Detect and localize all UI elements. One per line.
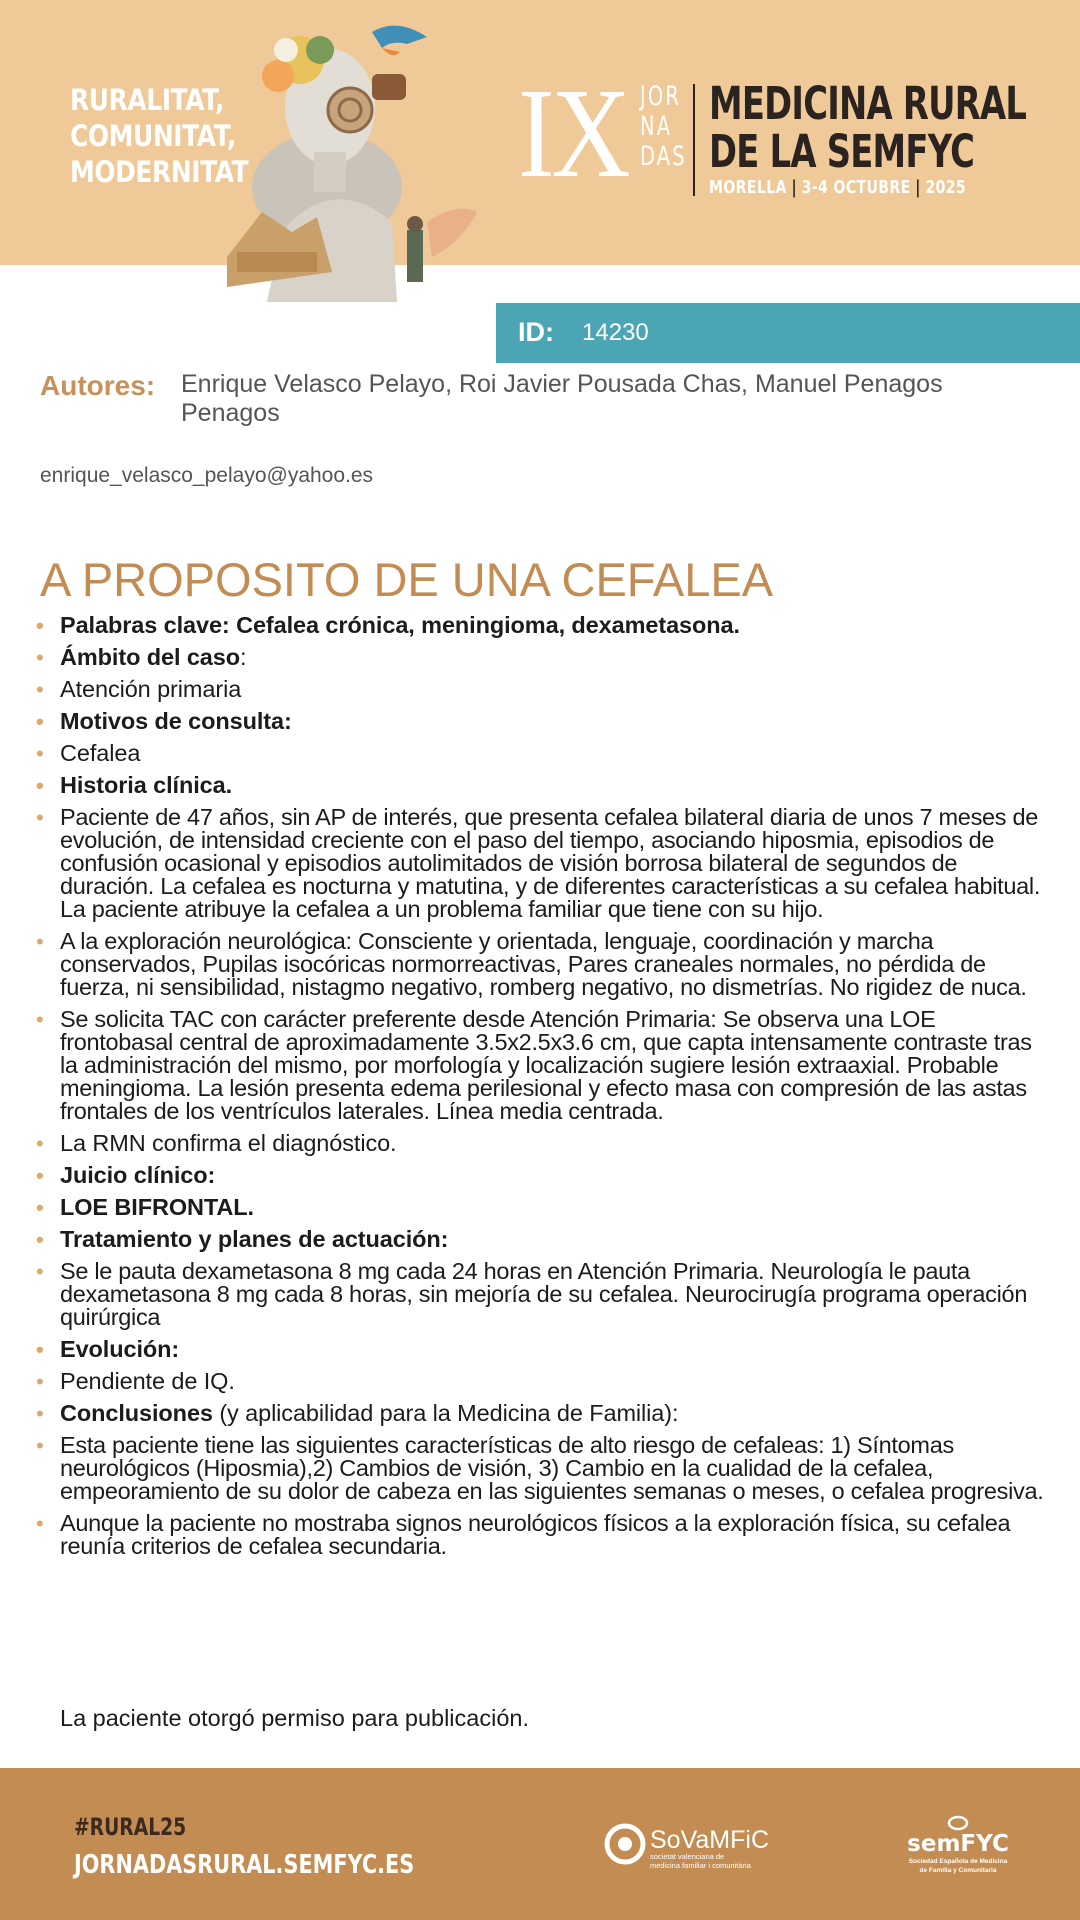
contact-email: enrique_velasco_pelayo@yahoo.es	[40, 464, 374, 487]
edition-numeral: IX	[518, 62, 628, 204]
authors-label: Autores:	[40, 370, 156, 401]
motivos-value-item: • Cefalea	[36, 742, 1046, 765]
event-hashtag: #RURAL25	[74, 1813, 187, 1841]
tratamiento-value-item: • Se le pauta dexametasona 8 mg cada 24 horas en Atención Primaria. Neurología le pauta dexametasona 8 mg cada 8 horas, sin mejoría de su cefalea. Neurocirugía programa operación quirúrgica	[36, 1260, 1046, 1329]
event-website-link[interactable]: JORNADASRURAL.SEMFYC.ES	[74, 1850, 415, 1880]
jornadas-vertical-text: JOR NA DAS	[640, 81, 687, 172]
conclusiones-heading-item: • Conclusiones (y aplicabilidad para la Medicina de Familia):	[36, 1402, 1046, 1425]
event-motto: RURALITAT, COMUNITAT, MODERNITAT	[70, 83, 249, 189]
footer-banner	[0, 1768, 1080, 1920]
header-divider	[693, 84, 695, 196]
historia-paragraph-1: • Paciente de 47 años, sin AP de interés, que presenta cefalea bilateral diaria de unos 7 meses de evolución, de intensidad creciente con el paso del tiempo, asociando hiposmia, episodios de confusión ocasional y episodios autolimitados de visión borrosa bilateral de segundos de duración. La cefalea es nocturna y matutina, y de diferentes características a su cefalea habitual. La paciente atribuye la cefalea a un problema familiar que tiene con su hijo.	[36, 806, 1046, 921]
ambito-value-item: • Atención primaria	[36, 678, 1046, 701]
historia-paragraph-2: • A la exploración neurológica: Consciente y orientada, lenguaje, coordinación y marcha conservados, Pupilas isocóricas normorreactivas, Pares craneales normales, no pérdida de fuerza, ni sensibilidad, nistagmo negativo, romberg negativo, no dismetrías. No rigidez de nuca.	[36, 930, 1046, 999]
tratamiento-heading-item: • Tratamiento y planes de actuación:	[36, 1228, 1046, 1251]
conclusiones-paragraph-2: • Aunque la paciente no mostraba signos neurológicos físicos a la exploración física, su cefalea reunía criterios de cefalea secundaria.	[36, 1512, 1046, 1558]
svg-text:de Familia y Comunitaria: de Familia y Comunitaria	[919, 1867, 997, 1874]
event-place-date: MORELLA | 3-4 OCTUBRE | 2025	[709, 177, 967, 198]
historia-heading-item: • Historia clínica.	[36, 774, 1046, 797]
svg-text:SoVaMFiC: SoVaMFiC	[650, 1826, 770, 1854]
id-value: 14230	[582, 319, 649, 346]
svg-text:medicina familiar i comunitàri: medicina familiar i comunitària	[650, 1861, 751, 1870]
keywords-item: • Palabras clave: Cefalea crónica, meningioma, dexametasona.	[36, 614, 1046, 637]
event-title: MEDICINA RURAL DE LA SEMFYC	[709, 77, 1027, 178]
svg-text:Sociedad Española de Medicina: Sociedad Española de Medicina	[908, 1858, 1008, 1865]
id-bar	[496, 303, 1080, 363]
juicio-value-item: • LOE BIFRONTAL.	[36, 1196, 1046, 1219]
evolucion-heading-item: • Evolución:	[36, 1338, 1046, 1361]
case-title: A PROPOSITO DE UNA CEFALEA	[40, 553, 774, 606]
authors-names: Enrique Velasco Pelayo, Roi Javier Pousada Chas, Manuel Penagos Penagos	[181, 370, 943, 427]
historia-paragraph-4: • La RMN confirma el diagnóstico.	[36, 1132, 1046, 1155]
case-content-list	[36, 614, 1046, 1567]
motivos-heading-item: • Motivos de consulta:	[36, 710, 1046, 733]
collage-illustration	[222, 12, 492, 312]
semfyc-logo	[903, 1815, 1013, 1877]
sovamfic-logo	[604, 1816, 794, 1872]
id-label: ID:	[518, 317, 554, 347]
svg-text:semFYC: semFYC	[907, 1831, 1009, 1857]
svg-text:societat valenciana de: societat valenciana de	[650, 1852, 725, 1861]
juicio-heading-item: • Juicio clínico:	[36, 1164, 1046, 1187]
ambito-heading-item: • Ámbito del caso:	[36, 646, 1046, 669]
conclusiones-paragraph-1: • Esta paciente tiene las siguientes características de alto riesgo de cefaleas: 1) Síntomas neurológicos (Hiposmia),2) Cambios de visión, 3) Cambio en la cualidad de la cefalea, empeoramiento de su dolor de cabeza en las siguientes semanas o meses, o cefalea progresiva.	[36, 1434, 1046, 1503]
historia-paragraph-3: • Se solicita TAC con carácter preferente desde Atención Primaria: Se observa una LOE frontobasal central de aproximadamente 3.5x2.5x3.6 cm, que capta intensamente contraste tras la administración del mismo, por morfología y localización sugiere lesión extraaxial. Probable meningioma. La lesión presenta edema perilesional y efecto masa con compresión de las astas frontales de los ventrículos laterales. Línea media centrada.	[36, 1008, 1046, 1123]
consent-statement: La paciente otorgó permiso para publicación.	[60, 1705, 529, 1731]
evolucion-value-item: • Pendiente de IQ.	[36, 1370, 1046, 1393]
header-banner	[0, 0, 1080, 265]
